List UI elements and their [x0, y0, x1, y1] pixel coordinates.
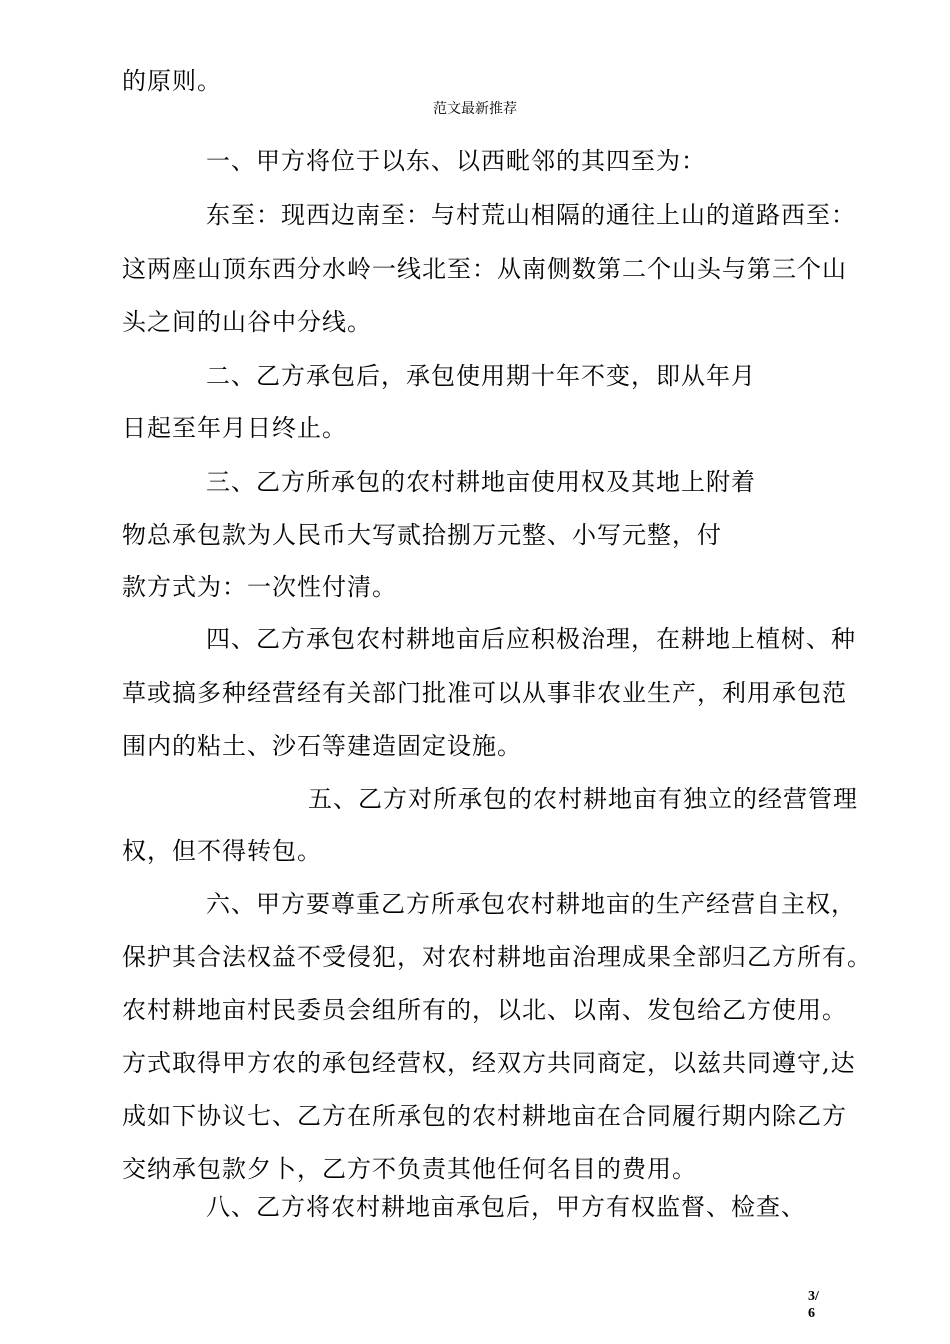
text-line: 东至：现西边南至：与村荒山相隔的通往上山的道路西至：	[206, 201, 856, 229]
text-line: 农村耕地亩村民委员会组所有的，以北、以南、发包给乙方使用。	[122, 996, 847, 1024]
text-line: 方式取得甲方农的承包经营权，经双方共同商定，以兹共同遵守,达	[122, 1049, 856, 1077]
page-number: 3/ 6	[808, 1289, 819, 1321]
text-line: 的原则。	[122, 67, 222, 95]
text-line: 这两座山顶东西分水岭一线北至：从南侧数第二个山头与第三个山	[122, 255, 847, 283]
page-header: 范文最新推荐	[433, 101, 517, 117]
text-line: 三、乙方所承包的农村耕地亩使用权及其地上附着	[206, 468, 756, 496]
text-line: 款方式为：一次性付清。	[122, 573, 397, 601]
text-line: 交纳承包款夕卜，乙方不负责其他任何名目的费用。	[122, 1155, 697, 1183]
text-line: 成如下协议七、乙方在所承包的农村耕地亩在合同履行期内除乙方	[122, 1102, 847, 1130]
text-line: 权，但不得转包。	[122, 837, 322, 865]
text-line: 物总承包款为人民币大写贰拾捌万元整、小写元整，付	[122, 521, 722, 549]
text-line: 一、甲方将位于以东、以西毗邻的其四至为：	[206, 147, 706, 175]
text-line: 八、乙方将农村耕地亩承包后，甲方有权监督、检查、	[206, 1193, 806, 1221]
text-line: 四、乙方承包农村耕地亩后应积极治理，在耕地上植树、种	[206, 625, 856, 653]
text-line: 草或搞多种经营经有关部门批准可以从事非农业生产，利用承包范	[122, 679, 847, 707]
text-line: 六、甲方要尊重乙方所承包农村耕地亩的生产经营自主权，	[206, 890, 856, 918]
text-line: 保护其合法权益不受侵犯，对农村耕地亩治理成果全部归乙方所有。	[122, 943, 872, 971]
text-line: 日起至年月日终止。	[122, 414, 347, 442]
text-line: 头之间的山谷中分线。	[122, 308, 372, 336]
text-line: 二、乙方承包后，承包使用期十年不变，即从年月	[206, 362, 756, 390]
text-line: 围内的粘土、沙石等建造固定设施。	[122, 732, 522, 760]
text-line: 五、乙方对所承包的农村耕地亩有独立的经营管理	[308, 785, 858, 813]
